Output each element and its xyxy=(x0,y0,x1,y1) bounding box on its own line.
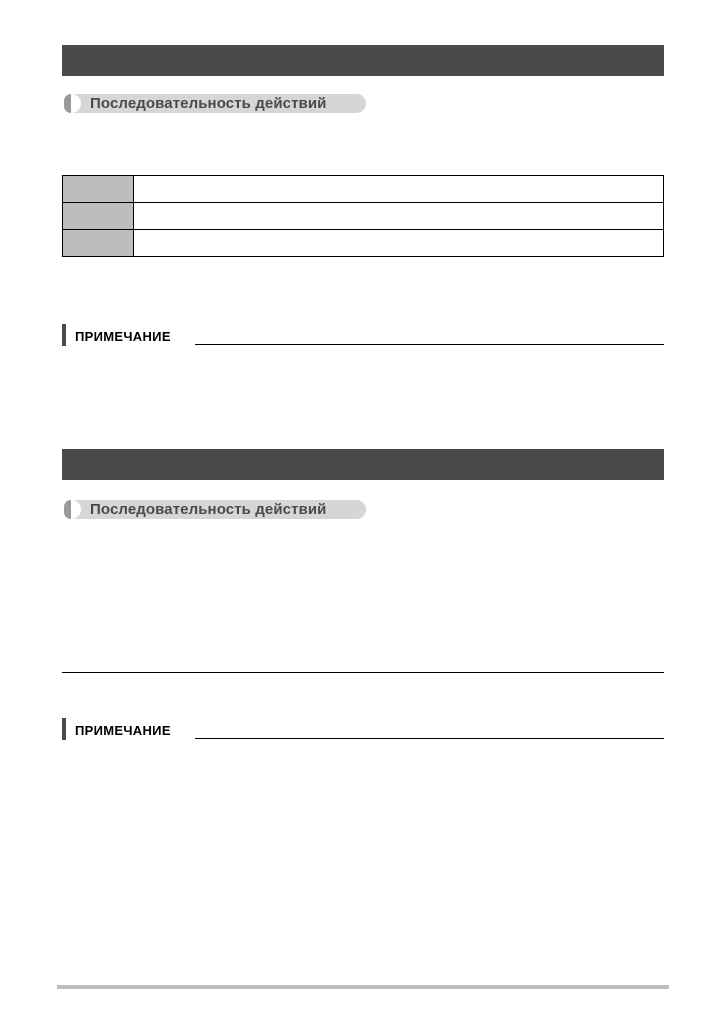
table-key-cell xyxy=(63,176,134,203)
note-heading xyxy=(62,718,664,740)
table-value-cell xyxy=(134,203,664,230)
note-label: ПРИМЕЧАНИЕ xyxy=(75,723,171,738)
procedure-heading-label: Последовательность действий xyxy=(90,501,327,518)
settings-table xyxy=(62,175,664,257)
note-label: ПРИМЕЧАНИЕ xyxy=(75,329,171,344)
procedure-heading-cap xyxy=(64,94,71,113)
procedure-heading-label: Последовательность действий xyxy=(90,95,327,112)
procedure-arrow-icon xyxy=(71,500,81,519)
procedure-arrow-icon xyxy=(71,94,81,113)
note-heading xyxy=(62,324,664,346)
table-row xyxy=(63,203,664,230)
table-key-cell xyxy=(63,230,134,257)
section-header-bar xyxy=(62,449,664,480)
table-value-cell xyxy=(134,176,664,203)
note-bar xyxy=(62,324,66,346)
procedure-heading xyxy=(64,94,366,113)
note-rule xyxy=(195,344,664,345)
section-header-bar xyxy=(62,45,664,76)
table-value-cell xyxy=(134,230,664,257)
footer-rule xyxy=(57,985,669,989)
table-row xyxy=(63,176,664,203)
note-rule xyxy=(195,738,664,739)
divider xyxy=(62,672,664,673)
procedure-heading xyxy=(64,500,366,519)
procedure-heading-cap xyxy=(64,500,71,519)
table-row xyxy=(63,230,664,257)
note-bar xyxy=(62,718,66,740)
table-key-cell xyxy=(63,203,134,230)
